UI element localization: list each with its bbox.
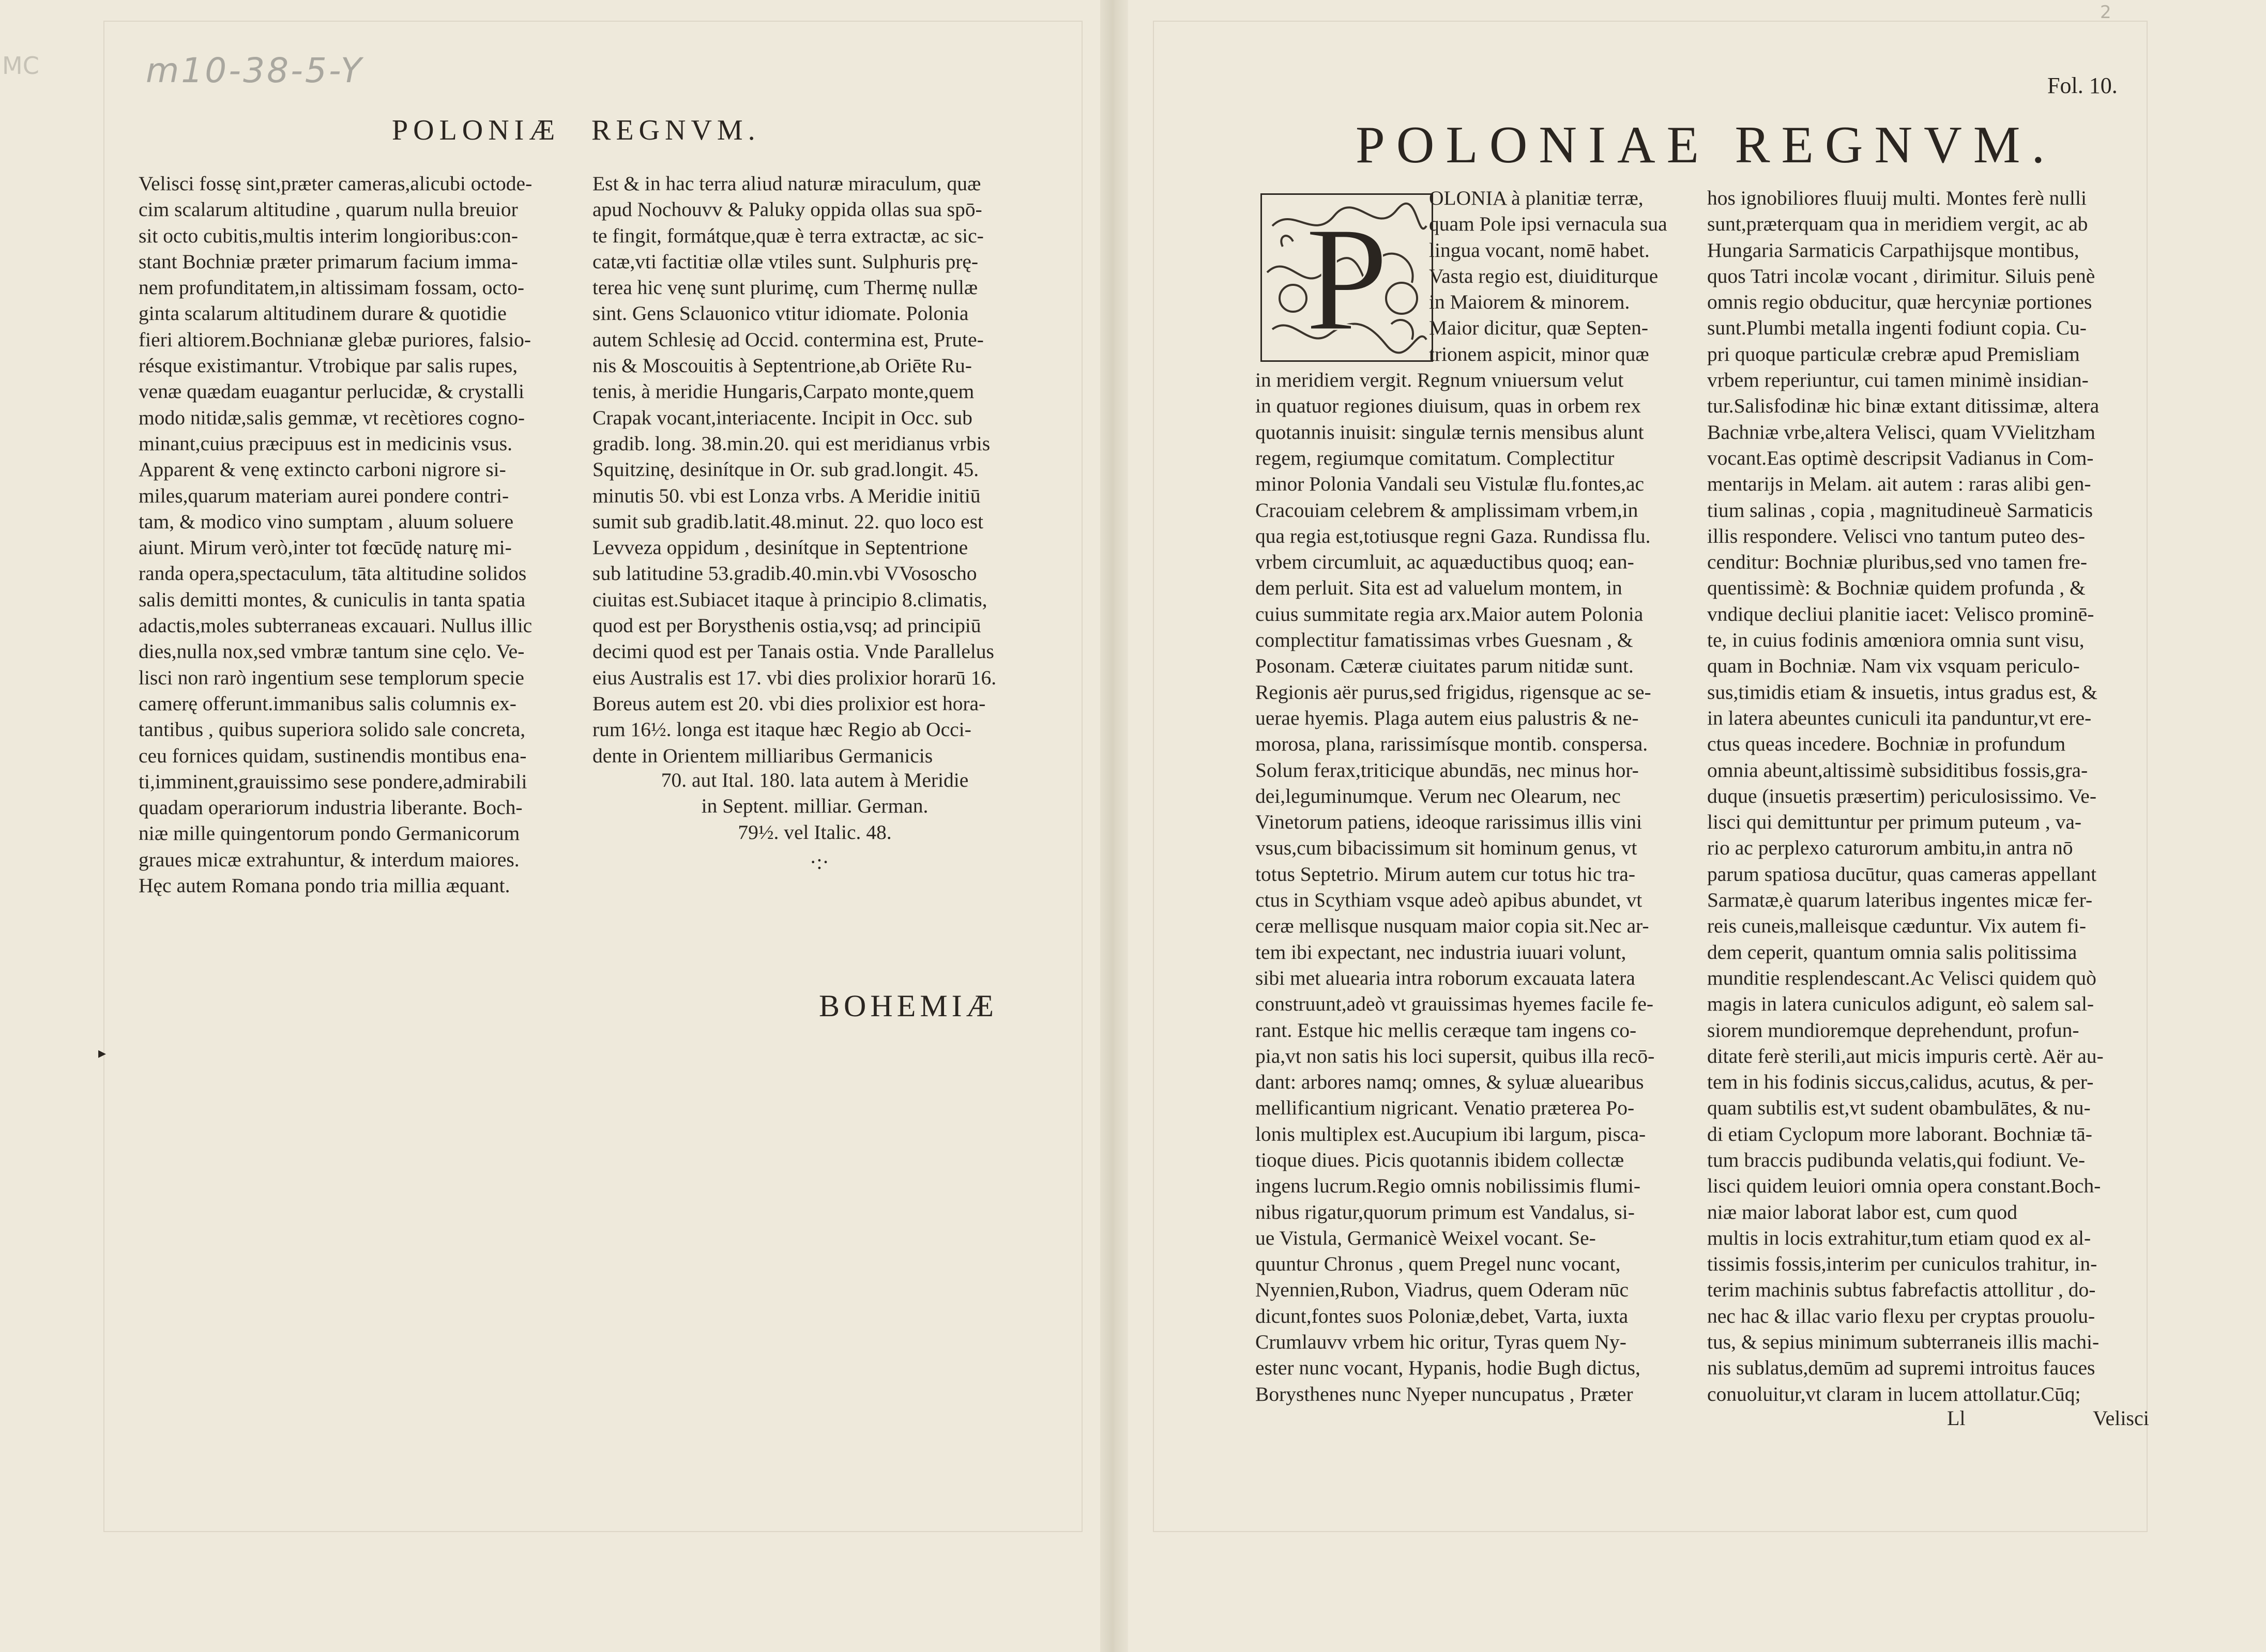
text-line: morosa, plana, rarissimísque montib. conspersa. bbox=[1255, 732, 1648, 756]
text-line: decimi quod est per Tanais ostia. Vnde Parallelus bbox=[592, 640, 994, 663]
section-title-bohemiae: BOHEMIÆ bbox=[819, 989, 998, 1023]
text-line: totus Septetrio. Mirum autem cur totus hic tra- bbox=[1255, 862, 1635, 885]
text-line: Velisci fossę sint,præter cameras,alicubi octode- bbox=[139, 172, 533, 195]
text-line: sub latitudine 53.gradib.40.min.vbi VVososcho bbox=[592, 562, 977, 585]
text-line: quadam operariorum industria liberante. Boch- bbox=[139, 796, 523, 819]
text-line: Est & in hac terra aliud naturæ miraculum, quæ bbox=[592, 172, 981, 195]
text-line: quotannis inuisit: singulæ ternis mensibus alunt bbox=[1255, 420, 1644, 443]
text-line: uerae hyemis. Plaga autem eius palustris & ne- bbox=[1255, 706, 1639, 729]
text-line: vsus,cum bibacissimum sit hominum genus, vt bbox=[1255, 836, 1637, 860]
book-gutter bbox=[1100, 0, 1128, 1652]
text-line: complectitur famatissimas vrbes Guesnam , & bbox=[1255, 629, 1633, 652]
text-line: quos Tatri incolæ vocant , dirimitur. Siluis penè bbox=[1707, 264, 2095, 287]
text-line: salis demitti montes, & cuniculis in tanta spatia bbox=[139, 588, 526, 611]
text-line: Crumlauvv vrbem hic oritur, Tyras quem Ny- bbox=[1255, 1330, 1626, 1354]
text-line: quam in Bochniæ. Nam vix vsquam periculo- bbox=[1707, 654, 2080, 678]
text-line: sunt.Plumbi metalla ingenti fodiunt copia. Cu- bbox=[1707, 316, 2087, 340]
text-line: hos ignobiliores fluuij multi. Montes ferè nulli bbox=[1707, 187, 2087, 209]
text-line: magis in latera cuniculos adigunt, eò salem sal- bbox=[1707, 992, 2094, 1016]
right-column-1 bbox=[1255, 185, 1667, 1407]
text-line: Posonam. Cæteræ ciuitates parum nitidæ sunt. bbox=[1255, 654, 1634, 678]
text-line: cim scalarum altitudine , quarum nulla breuior bbox=[139, 198, 518, 221]
text-line: tissimis fossis,interim per cuniculos trahitur, in- bbox=[1707, 1252, 2097, 1276]
text-line: sumit sub gradib.latit.48.minut. 22. quo loco est bbox=[592, 510, 983, 533]
text-line: tus, & sepius minimum subterraneis illis machi- bbox=[1707, 1330, 2100, 1354]
text-line: in Septent. milliar. German. bbox=[701, 794, 929, 818]
text-line: eius Australis est 17. vbi dies prolixior horarū 16. bbox=[592, 666, 997, 689]
running-head-poloniae: POLONIÆ bbox=[392, 114, 560, 146]
text-line: pri quoque particulæ crebræ apud Premisliam bbox=[1707, 342, 2080, 365]
text-line: 70. aut Ital. 180. lata autem à Meridie bbox=[661, 769, 969, 791]
text-line: cenditur: Bochniæ pluribus,sed vno tamen fre- bbox=[1707, 550, 2087, 574]
text-line: vrbem reperiuntur, cui tamen minimè insidian- bbox=[1707, 369, 2089, 392]
text-line: Vasta regio est, diuiditurque bbox=[1429, 264, 1659, 287]
text-line: terea hic venę sunt plurimę, cum Thermę nullæ bbox=[592, 276, 978, 299]
text-line: rio ac perplexo caturorum ambitu,in antra nō bbox=[1707, 836, 2073, 860]
text-line: miles,quarum materiam aurei pondere contri- bbox=[139, 484, 509, 507]
text-line: minor Polonia Vandali seu Vistulæ flu.fontes,ac bbox=[1255, 472, 1645, 496]
running-head-regnum: REGNVM. bbox=[591, 114, 761, 146]
text-line: pia,vt non satis his loci supersit, quibus illa recō- bbox=[1255, 1044, 1655, 1067]
text-line: nis sublatus,demūm ad supremi introitus fauces bbox=[1707, 1356, 2095, 1380]
text-line: 79½. vel Italic. 48. bbox=[738, 820, 892, 844]
text-line: aiunt. Mirum verò,inter tot fœcūdę naturę mi- bbox=[139, 536, 512, 559]
text-line: quentissimè: & Bochniæ quidem profunda , & bbox=[1707, 576, 2086, 600]
text-line: Bachniæ vrbe,altera Velisci, quam VVielitzham bbox=[1707, 420, 2095, 443]
text-line: tium salinas , copia , magnitudineuè Sarmaticis bbox=[1707, 498, 2093, 522]
text-line: munditie resplendescant.Ac Velisci quidem quò bbox=[1707, 966, 2096, 989]
page-title: POLONIAE REGNVM. bbox=[1356, 116, 2056, 174]
text-line: in quatuor regiones diuisum, quas in orbem rex bbox=[1255, 394, 1641, 418]
text-line: Maior dicitur, quæ Septen- bbox=[1429, 316, 1649, 340]
text-line: ceu fornices quidam, sustinendis montibus ena- bbox=[139, 744, 527, 767]
text-line: ctus queas incedere. Bochniæ in profundum bbox=[1707, 732, 2066, 756]
text-line: lisci qui demittuntur per primum puteum , va- bbox=[1707, 810, 2082, 834]
text-line: Nyennien,Rubon, Viadrus, quem Oderam nūc bbox=[1255, 1278, 1629, 1302]
text-line: ester nunc vocant, Hypanis, hodie Bugh dictus, bbox=[1255, 1356, 1640, 1380]
text-line: mentarijs in Melam. ait autem : raras alibi gen- bbox=[1707, 472, 2091, 496]
text-line: ingens lucrum.Regio omnis nobilissimis flumi- bbox=[1255, 1174, 1641, 1198]
text-line: tenis, à meridie Hungaris,Carpato monte,quem bbox=[592, 380, 975, 403]
text-line: tioque diues. Picis quotannis ibidem collectæ bbox=[1255, 1148, 1624, 1171]
text-line: adactis,moles subterraneas excauari. Nullus illic bbox=[139, 614, 533, 637]
text-line: dant: arbores namq; omnes, & syluæ aluearibus bbox=[1255, 1070, 1644, 1094]
text-line: nibus rigatur,quorum primum est Vandalus, si- bbox=[1255, 1200, 1635, 1223]
text-line: dem ceperit, quantum omnia salis politissima bbox=[1707, 940, 2077, 963]
text-line: omnis regio obducitur, quæ hercyniæ portiones bbox=[1707, 290, 2092, 314]
text-line: vndique decliui planitie iacet: Velisco prominē- bbox=[1707, 602, 2094, 625]
text-line: rant. Estque hic mellis ceræque tam ingens co- bbox=[1255, 1018, 1637, 1042]
text-line: quod est per Borysthenis ostia,vsq; ad principiū bbox=[592, 614, 981, 637]
catchword: Velisci bbox=[2093, 1406, 2149, 1430]
text-line: autem Schlesię ad Occid. contermina est, Prute- bbox=[592, 328, 984, 351]
text-line: Vinetorum patiens, ideoque rarissimus illis vini bbox=[1255, 810, 1643, 834]
text-line: apud Nochouvv & Paluky oppida ollas sua spō- bbox=[592, 198, 982, 221]
text-line: dente in Orientem milliaribus Germanicis bbox=[592, 744, 933, 767]
text-line: trionem aspicit, minor quæ bbox=[1429, 342, 1649, 365]
text-line: qua regia est,totiusque regni Gaza. Rundissa flu. bbox=[1255, 524, 1651, 547]
text-line: sit octo cubitis,multis interim longioribus:con- bbox=[139, 224, 518, 247]
text-line: Apparent & venę extincto carboni nigrore si- bbox=[139, 458, 506, 481]
text-line: parum spatiosa ducūtur, quas cameras appellant bbox=[1707, 862, 2097, 885]
text-line: Squitzinę, desinítque in Or. sub grad.longit. 45. bbox=[592, 458, 979, 481]
text-line: lonis multiplex est.Aucupium ibi largum, pisca- bbox=[1255, 1122, 1646, 1145]
text-line: tantibus , quibus superiora solido sale concreta, bbox=[139, 718, 526, 741]
text-line: multis in locis extrahitur,tum etiam quod ex al- bbox=[1707, 1226, 2091, 1249]
text-line: ditate ferè sterili,aut micis impuris certè. Aër au- bbox=[1707, 1044, 2104, 1067]
text-line: Borysthenes nunc Nyeper nuncupatus , Præter bbox=[1255, 1382, 1633, 1405]
pencil-annotation: m10-38-5-Y bbox=[146, 51, 364, 90]
corner-number: 2 bbox=[2100, 2, 2111, 23]
text-line: tem in his fodinis siccus,calidus, acutus, & per- bbox=[1707, 1070, 2094, 1094]
text-line: vocant.Eas optimè descripsit Vadianus in Com- bbox=[1707, 446, 2094, 469]
text-line: sus,timidis etiam & insuetis, intus gradus est, & bbox=[1707, 680, 2097, 703]
text-line: Solum ferax,triticique abundās, nec minus hor- bbox=[1255, 758, 1639, 782]
text-line: vrbem circumluit, ac aquæductibus quoq; ean- bbox=[1255, 550, 1634, 574]
text-line: Hungaria Sarmaticis Carpathijsque montibus, bbox=[1707, 238, 2079, 262]
text-line: te fingit, formátque,quæ è terra extractæ, ac sic- bbox=[592, 224, 984, 247]
text-line: Hęc autem Romana pondo tria millia æquant. bbox=[139, 874, 510, 897]
text-line: in Maiorem & minorem. bbox=[1429, 290, 1630, 314]
text-line: nis & Moscouitis à Septentrione,ab Oriēte Ru- bbox=[592, 354, 972, 377]
text-line: Sarmatæ,è quarum lateribus ingentes micæ fer- bbox=[1707, 889, 2093, 912]
text-line: regem, regiumque comitatum. Complectitur bbox=[1255, 446, 1615, 469]
svg-text:P: P bbox=[1305, 196, 1389, 360]
text-line: nem profunditatem,in altissimam fossam, octo- bbox=[139, 276, 524, 299]
text-line: tem ibi expectant, nec industria iuuari volunt, bbox=[1255, 940, 1626, 963]
left-column-2-tail bbox=[592, 767, 1037, 845]
text-line: lisci quidem leuiori omnia opera constant.Boch- bbox=[1707, 1174, 2101, 1198]
text-line: ginta scalarum altitudinem durare & quotidie bbox=[139, 302, 507, 325]
text-line: tur.Salisfodinæ hic binæ extant ditissimæ, altera bbox=[1707, 394, 2100, 418]
text-line: sint. Gens Sclauonico vtitur idiomate. Polonia bbox=[592, 302, 969, 325]
signature-mark: Ll bbox=[1947, 1406, 1966, 1430]
text-line: terim machinis subtus fabrefactis attollitur , do- bbox=[1707, 1278, 2096, 1302]
text-line: randa opera,spectaculum, tāta altitudine solidos bbox=[139, 562, 527, 585]
left-column-2 bbox=[592, 171, 996, 769]
text-line: tam, & modico vino sumptam , aluum soluere bbox=[139, 510, 514, 533]
text-line: modo nitidæ,salis gemmæ, vt recètiores cogno- bbox=[139, 406, 525, 429]
text-line: di etiam Cyclopum more laborant. Bochniæ tā- bbox=[1707, 1122, 2092, 1145]
text-line: siorem mundioremque deprehendunt, profun- bbox=[1707, 1018, 2079, 1042]
text-line: niæ mille quingentorum pondo Germanicorum bbox=[139, 822, 520, 845]
text-line: tum braccis pudibunda velatis,qui fodiunt. Ve- bbox=[1707, 1148, 2085, 1171]
text-line: gradib. long. 38.min.20. qui est meridianus vrbis bbox=[592, 432, 991, 455]
text-line: camerę offerunt.immanibus salis columnis ex- bbox=[139, 692, 516, 715]
left-column-1 bbox=[139, 171, 532, 898]
text-line: Regionis aër purus,sed frigidus, rigensque ac se- bbox=[1255, 680, 1651, 703]
text-line: quam Pole ipsi vernacula sua bbox=[1429, 212, 1667, 236]
text-line: Cracouiam celebrem & amplissimam vrbem,in bbox=[1255, 498, 1638, 522]
text-line: Levveza oppidum , desinítque in Septentrione bbox=[592, 536, 968, 559]
text-line: ti,imminent,grauissimo sese pondere,admirabili bbox=[139, 770, 527, 793]
text-line: reis cuneis,malleisque cæduntur. Vix autem fi- bbox=[1707, 914, 2086, 938]
text-line: in meridiem vergit. Regnum vniuersum velut bbox=[1255, 369, 1624, 392]
text-line: conuoluitur,vt claram in lucem attollatur.Cūq; bbox=[1707, 1382, 2081, 1405]
text-line: dei,leguminumque. Verum nec Olearum, nec bbox=[1255, 784, 1621, 807]
text-line: niæ maior laborat labor est, cum quod bbox=[1707, 1200, 2018, 1223]
text-line: sunt,præterquam qua in meridiem vergit, ac ab bbox=[1707, 212, 2088, 236]
text-line: Boreus autem est 20. vbi dies prolixior est hora- bbox=[592, 692, 986, 715]
text-line: Crapak vocant,interiacente. Incipit in Occ. sub bbox=[592, 406, 972, 429]
ornament-dots: ·:· bbox=[810, 850, 829, 874]
text-line: graues micæ extrahuntur, & interdum maiores. bbox=[139, 848, 520, 871]
text-line: duque (insuetis præsertim) periculosissimo. Ve- bbox=[1707, 784, 2096, 807]
text-line: rum 16½. longa est itaque hæc Regio ab Occi- bbox=[592, 718, 971, 741]
text-line: lingua vocant, nomē habet. bbox=[1429, 238, 1650, 262]
text-line: dem perluit. Sita est ad valuelum montem, in bbox=[1255, 576, 1622, 600]
text-line: fieri altiorem.Bochnianæ glebæ puriores, falsio- bbox=[139, 328, 531, 351]
text-line: venæ quædam euagantur perlucidæ, & crystalli bbox=[139, 380, 524, 403]
text-line: résque existimantur. Vtrobique par salis rupes, bbox=[139, 354, 518, 377]
text-line: quuntur Chronus , quem Pregel nunc vocant, bbox=[1255, 1252, 1621, 1276]
text-line: construunt,adeò vt grauissimas hyemes facile fe- bbox=[1255, 992, 1653, 1016]
folio-number: Fol. 10. bbox=[2047, 73, 2118, 98]
text-line: minant,cuius præcipuus est in medicinis vsus. bbox=[139, 432, 513, 455]
text-line: mellificantium nigricant. Venatio præterea Po- bbox=[1255, 1096, 1635, 1120]
text-line: catæ,vti factitiæ ollæ vtiles sunt. Sulphuris prę- bbox=[592, 250, 979, 273]
text-line: cuius summitate regia arx.Maior autem Polonia bbox=[1255, 602, 1644, 625]
text-line: te, in cuius fodinis amœniora omnia sunt visu, bbox=[1707, 629, 2085, 652]
text-line: ctus in Scythiam vsque adeò apibus abundet, vt bbox=[1255, 889, 1643, 912]
text-line: minutis 50. vbi est Lonza vrbs. A Meridie initiū bbox=[592, 484, 981, 507]
text-line: stant Bochniæ præter primarum facium imma- bbox=[139, 250, 518, 273]
mc-mark: MC bbox=[2, 52, 39, 80]
text-line: illis respondere. Velisci vno tantum puteo des- bbox=[1707, 524, 2085, 547]
text-line: sibi met aluearia intra roborum excauata latera bbox=[1255, 966, 1635, 989]
text-line: omnia abeunt,altissimè subsiditibus fossis,gra- bbox=[1707, 758, 2088, 782]
text-line: nec hac & illac vario flexu per cryptas prouolu- bbox=[1707, 1304, 2095, 1327]
text-line: ceræ mellisque nusquam maior copia sit.Nec ar- bbox=[1255, 914, 1649, 938]
text-line: dicunt,fontes suos Poloniæ,debet, Varta, iuxta bbox=[1255, 1304, 1629, 1327]
text-line: ciuitas est.Subiacet itaque à principio 8.climatis, bbox=[592, 588, 987, 611]
text-line: dies,nulla nox,sed vmbræ tantum sine cęlo. Ve- bbox=[139, 640, 525, 663]
text-line: lisci non rarò ingentium sese templorum specie bbox=[139, 666, 524, 689]
text-line: in latera abeuntes cuniculi ita panduntur,vt ere- bbox=[1707, 706, 2092, 729]
stray-mark: ▸ bbox=[98, 1045, 107, 1062]
text-line: quam subtilis est,vt sudent obambulātes, & nu- bbox=[1707, 1096, 2091, 1120]
text-line: OLONIA à planitiæ terræ, bbox=[1429, 187, 1644, 209]
right-column-2 bbox=[1707, 185, 2104, 1407]
text-line: ue Vistula, Germanicè Weixel vocant. Se- bbox=[1255, 1226, 1596, 1249]
